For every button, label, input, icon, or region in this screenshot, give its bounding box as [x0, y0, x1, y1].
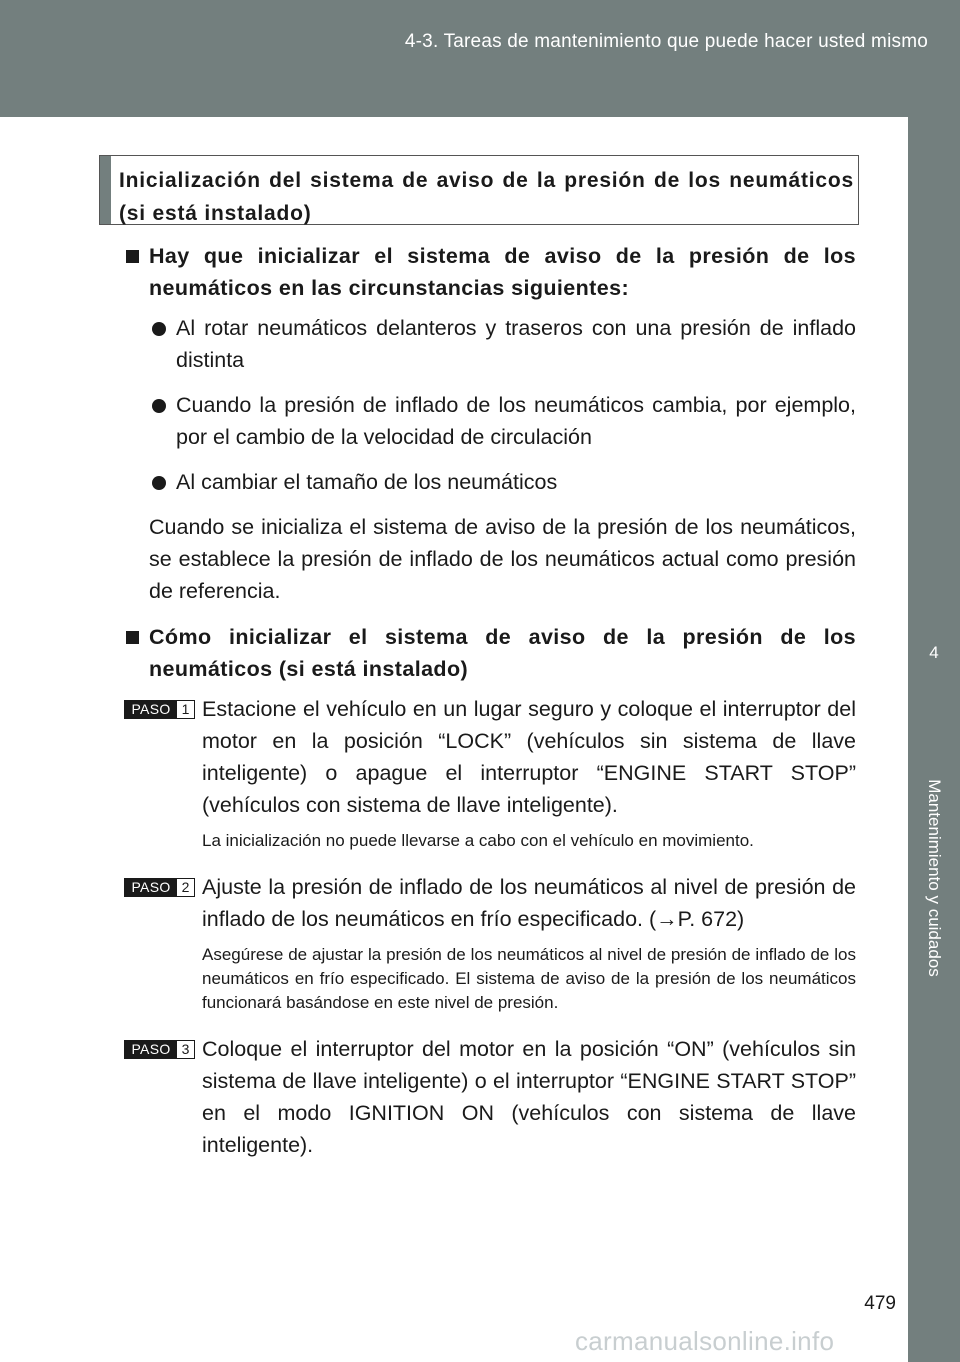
list-item-text: Al cambiar el tamaño de los neumáticos	[176, 470, 558, 494]
subheading-text: Hay que inicializar el sistema de aviso de la presión de los neumáticos en las circunstancias siguientes:	[149, 244, 856, 300]
page-content	[122, 240, 856, 1169]
section-title-box	[99, 155, 859, 225]
step-badge-number: 3	[177, 1041, 194, 1058]
step-note: Asegúrese de ajustar la presión de los neumáticos al nivel de presión de inflado de los neumáticos en frío especificado. El sistema de aviso de la presión de los neumáticos funcionará basándose en este nivel de presión.	[202, 945, 856, 1012]
step-note: La inicialización no puede llevarse a cabo con el vehículo en movimiento.	[202, 831, 754, 850]
step-text: Ajuste la presión de inflado de los neumáticos al nivel de presión de inflado de los neumáticos en frío especificado. (→P. 672)	[202, 875, 856, 931]
watermark-text: carmanualsonline.info	[575, 1326, 835, 1356]
section-title: Inicialización del sistema de aviso de la presión de los neumáticos (si está instalado)	[119, 169, 854, 225]
list-item-text: Al rotar neumáticos delanteros y traseros con una presión de inflado distinta	[176, 316, 856, 372]
round-bullet-icon	[152, 399, 166, 413]
step-1	[122, 693, 856, 821]
list-item	[122, 312, 856, 376]
chapter-label: Mantenimiento y cuidados	[925, 779, 944, 977]
step-badge-number: 2	[177, 879, 194, 896]
step-text: Estacione el vehículo en un lugar seguro y coloque el interruptor del motor en la posición “LOCK” (vehículos sin sistema de llave inteligente) o apague el interruptor “ENGINE START STOP” (vehículos con sistema de llave inteligente).	[202, 697, 856, 817]
subheading-text: Cómo inicializar el sistema de aviso de la presión de los neumáticos (si está instalado)	[149, 625, 856, 681]
step-3	[122, 1033, 856, 1161]
page-number: 479	[864, 1293, 896, 1314]
step-badge	[124, 878, 195, 897]
step-badge-label: PASO	[125, 1041, 177, 1058]
subheading-reset-conditions	[122, 240, 856, 304]
step-badge-number: 1	[177, 701, 194, 718]
section-title-accent-bar	[100, 156, 111, 224]
step-badge	[124, 700, 195, 719]
step-text: Coloque el interruptor del motor en la posición “ON” (vehículos sin sistema de llave inteligente) o el interruptor “ENGINE START STOP” en el modo IGNITION ON (vehículos con sistema de llave inteligente).	[202, 1037, 856, 1157]
step-badge	[124, 1040, 195, 1059]
step-2	[122, 871, 856, 935]
square-bullet-icon	[126, 250, 139, 263]
chapter-number: 4	[929, 643, 939, 662]
page-header	[0, 0, 960, 117]
list-item-text: Cuando la presión de inflado de los neumáticos cambia, por ejemplo, por el cambio de la velocidad de circulación	[176, 393, 856, 449]
breadcrumb: 4-3. Tareas de mantenimiento que puede hacer usted mismo	[404, 31, 928, 52]
round-bullet-icon	[152, 476, 166, 490]
square-bullet-icon	[126, 631, 139, 644]
step-badge-label: PASO	[125, 879, 177, 896]
list-item	[122, 389, 856, 453]
round-bullet-icon	[152, 322, 166, 336]
list-item	[122, 466, 856, 498]
body-paragraph: Cuando se inicializa el sistema de aviso de la presión de los neumáticos, se establece la presión de inflado de los neumáticos actual como presión de referencia.	[149, 515, 856, 603]
subheading-how-to-reset	[122, 621, 856, 685]
step-badge-label: PASO	[125, 701, 177, 718]
